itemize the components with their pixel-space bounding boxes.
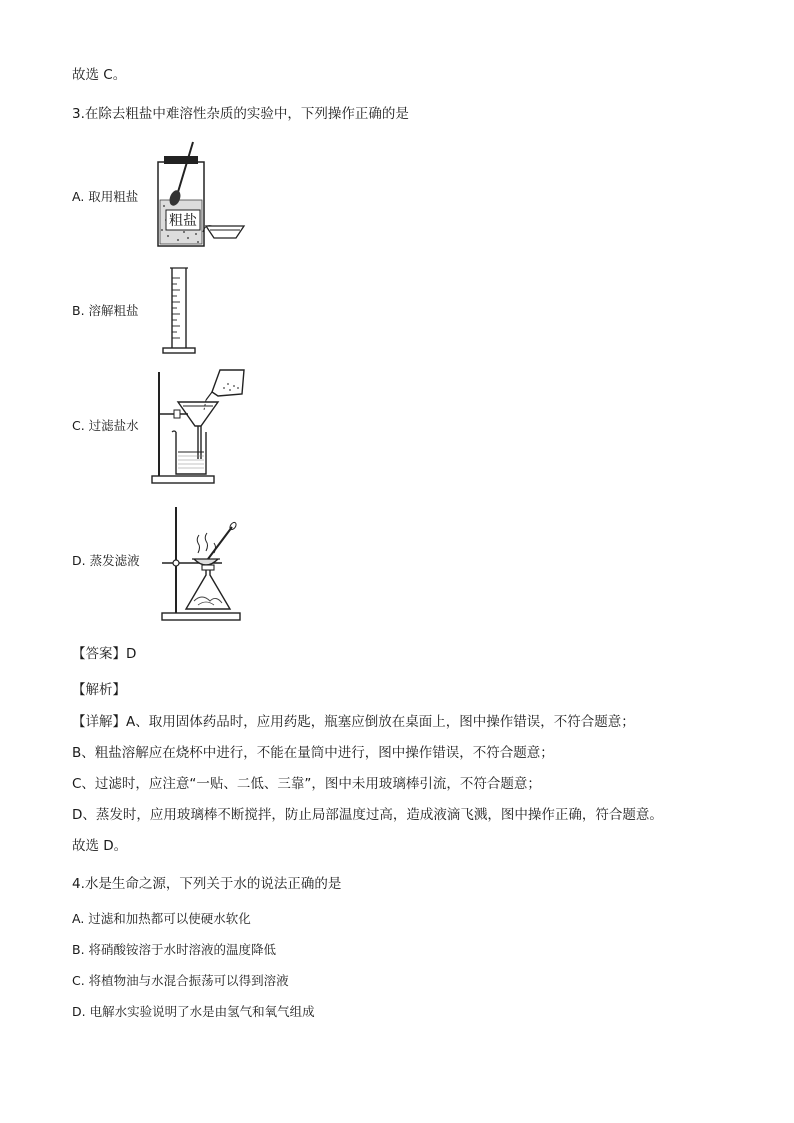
detail-a-text: A、取用固体药品时，应用药匙，瓶塞应倒放在桌面上，图中操作错误，不符合题意；	[126, 714, 635, 730]
q3-option-b: B. 溶解粗盐	[72, 303, 139, 318]
figure-graduated-cylinder	[160, 266, 200, 356]
detail-c-line: C、过滤时，应注意“一贴、二低、三靠”，图中未用玻璃棒引流，不符合题意；	[72, 776, 541, 792]
q4-option-a: A. 过滤和加热都可以使硬水软化	[72, 911, 251, 926]
figure-evaporation	[158, 505, 258, 623]
figure-filtration	[148, 364, 253, 486]
prev-answer-line: 故选 C。	[72, 67, 127, 83]
detail-tag: 【详解】	[72, 714, 126, 730]
q3-option-d: D. 蒸发滤液	[72, 553, 140, 568]
q3-conclusion: 故选 D。	[72, 838, 128, 854]
answer-tag: 【答案】	[72, 646, 126, 662]
figure-take-salt	[148, 140, 248, 250]
bottle-label: 粗盐	[169, 213, 197, 229]
analysis-tag: 【解析】	[72, 682, 126, 698]
question-3-stem: 3.在除去粗盐中难溶性杂质的实验中，下列操作正确的是	[72, 106, 409, 122]
answer-value: D	[126, 646, 137, 662]
q3-option-a: A. 取用粗盐	[72, 189, 139, 204]
answer-line	[72, 645, 136, 663]
q4-option-b: B. 将硝酸铵溶于水时溶液的温度降低	[72, 942, 277, 957]
q3-option-c: C. 过滤盐水	[72, 418, 139, 433]
q4-option-c: C. 将植物油与水混合振荡可以得到溶液	[72, 973, 289, 988]
detail-b-line: B、粗盐溶解应在烧杯中进行，不能在量筒中进行，图中操作错误，不符合题意；	[72, 745, 554, 761]
detail-d-line: D、蒸发时，应用玻璃棒不断搅拌，防止局部温度过高，造成液滴飞溅，图中操作正确，符合题意。	[72, 807, 663, 823]
q4-option-d: D. 电解水实验说明了水是由氢气和氧气组成	[72, 1004, 315, 1019]
detail-a-line	[72, 713, 635, 731]
question-4-stem: 4.水是生命之源，下列关于水的说法正确的是	[72, 876, 342, 892]
